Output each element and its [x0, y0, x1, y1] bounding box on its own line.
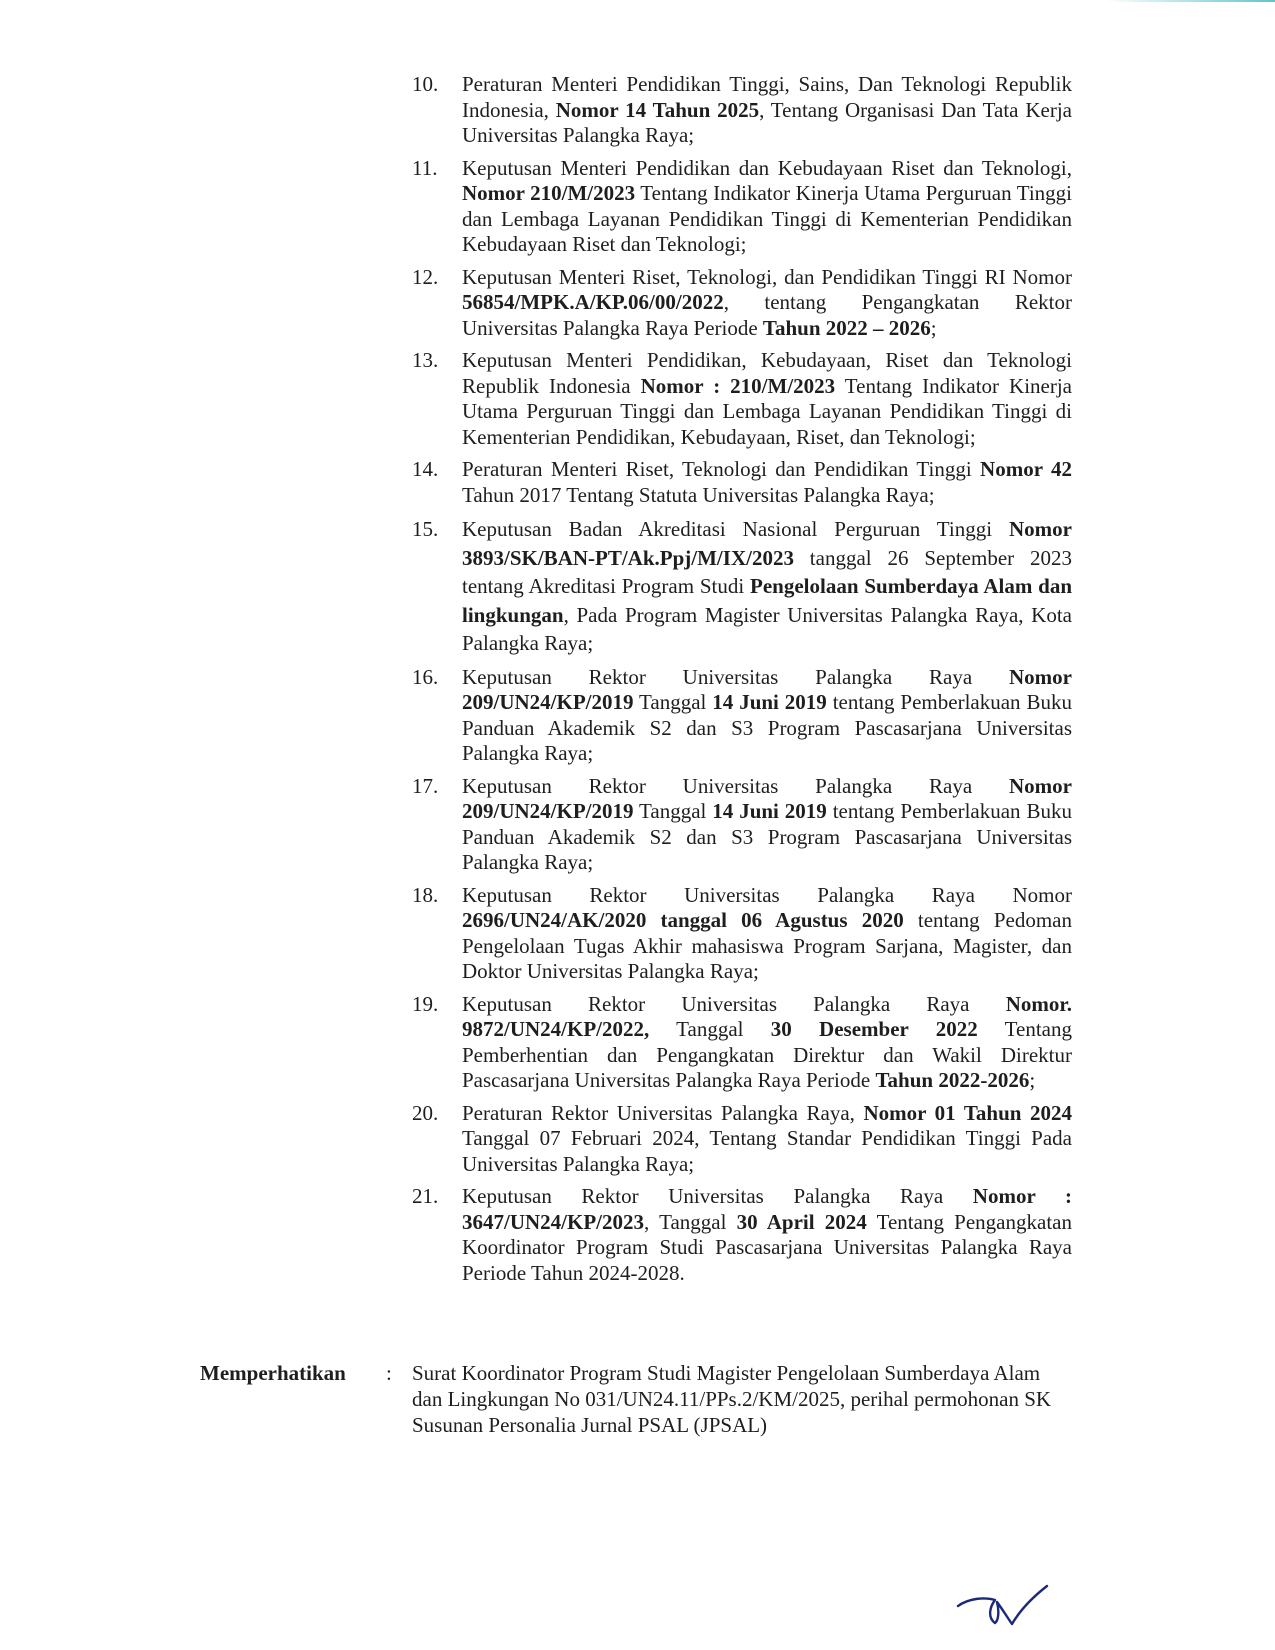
legal-basis-list — [412, 72, 1072, 1293]
item-number: 21. — [412, 1184, 439, 1208]
bold-segment: 14 Juni 2019 — [712, 690, 827, 714]
item-number: 20. — [412, 1100, 439, 1125]
text-segment: Tentang Indikator Kinerja Utama Perguruan Tinggi dan Lembaga Layanan Pendidikan Tinggi di Kementerian Pendidikan Kebudayaan Riset dan Teknologi; — [462, 181, 1072, 256]
item-text — [462, 665, 1072, 767]
text-segment: Keputusan Menteri Pendidikan, Kebudayaan, Riset dan Teknologi Republik Indonesia — [462, 348, 1072, 398]
legal-basis-item — [412, 265, 1072, 342]
legal-basis-item — [412, 883, 1072, 985]
bold-segment: 56854/MPK.A/KP.06/00/2022 — [462, 290, 724, 314]
legal-basis-item — [412, 992, 1072, 1094]
text-segment: Tentang Indikator Kinerja Utama Perguruan Tinggi dan Lembaga Layanan Pendidikan Tinggi di Kementerian Pendidikan, Kebudayaan, Riset, dan Teknologi; — [462, 373, 1072, 449]
item-text — [462, 265, 1072, 342]
item-number: 18. — [412, 882, 439, 907]
bold-segment: Nomor 01 Tahun 2024 — [863, 1100, 1072, 1125]
item-text — [462, 992, 1072, 1094]
legal-basis-item — [412, 515, 1072, 658]
legal-basis-item — [412, 348, 1072, 450]
memperhatikan-colon: : — [386, 1361, 392, 1385]
text-segment: Tahun 2017 Tentang Statuta Universitas Palangka Raya; — [462, 482, 935, 507]
text-segment: Tanggal — [633, 690, 713, 714]
legal-basis-item — [412, 156, 1072, 258]
text-segment: tentang Pemberlakuan Buku Panduan Akademik S2 dan S3 Program Pascasarjana Universitas Palangka Raya; — [462, 690, 1072, 765]
bold-segment: 30 April 2024 — [736, 1209, 867, 1234]
text-segment: tentang Pedoman Pengelolaan Tugas Akhir mahasiswa Program Sarjana, Magister, dan Doktor Universitas Palangka Raya; — [462, 908, 1072, 983]
text-segment: Keputusan Rektor Universitas Palangka Raya — [462, 1184, 973, 1208]
legal-basis-item — [412, 1101, 1072, 1178]
text-segment: Tentang Pengangkatan Koordinator Program Studi Pascasarjana Universitas Palangka Raya Periode Tahun 2024-2028. — [462, 1209, 1072, 1285]
item-number: 19. — [412, 991, 439, 1016]
item-number: 15. — [412, 517, 439, 541]
text-segment: Keputusan Rektor Universitas Palangka Raya — [462, 773, 1010, 798]
text-segment: , Tanggal — [644, 1209, 737, 1234]
item-text — [462, 883, 1072, 985]
item-number: 11. — [412, 155, 438, 180]
item-text — [462, 515, 1072, 658]
bold-segment: Nomor : 210/M/2023 — [640, 373, 836, 398]
bold-segment: Nomor 209/UN24/KP/2019 — [462, 664, 1072, 714]
text-segment: Keputusan Rektor Universitas Palangka Raya — [462, 664, 1010, 689]
text-segment: Tanggal 07 Februari 2024, Tentang Standar Pendidikan Tinggi Pada Universitas Palangka Raya; — [462, 1126, 1072, 1176]
text-segment: Tanggal — [649, 1017, 771, 1041]
item-number: 16. — [412, 664, 439, 689]
bold-segment: Nomor 209/UN24/KP/2019 — [462, 773, 1072, 823]
bold-segment: Nomor : 3647/UN24/KP/2023 — [462, 1184, 1072, 1234]
bold-segment: Nomor. 9872/UN24/KP/2022, — [462, 991, 1072, 1041]
text-segment: ; — [930, 315, 937, 340]
text-segment: ; — [1029, 1068, 1036, 1092]
bold-segment: Tahun 2022 – 2026 — [762, 315, 931, 340]
text-segment: Tentang Pemberhentian dan Pengangkatan Direktur dan Wakil Direktur Pascasarjana Universitas Palangka Raya Periode — [462, 1017, 1072, 1092]
bold-segment: Nomor 14 Tahun 2025 — [555, 97, 760, 122]
item-text — [462, 156, 1072, 258]
item-number: 13. — [412, 348, 439, 372]
text-segment: Peraturan Menteri Pendidikan Tinggi, Sains, Dan Teknologi Republik Indonesia, — [462, 72, 1072, 122]
item-text — [462, 348, 1072, 450]
legal-basis-item — [412, 72, 1072, 149]
bold-segment: Pengelolaan Sumberdaya Alam dan lingkungan — [462, 574, 1072, 627]
legal-basis-item — [412, 1184, 1072, 1286]
item-text — [462, 774, 1072, 876]
legal-basis-item — [412, 774, 1072, 876]
item-number: 14. — [412, 457, 439, 481]
text-segment: Keputusan Rektor Universitas Palangka Raya Nomor — [462, 882, 1072, 907]
item-text — [462, 1184, 1072, 1286]
text-segment: Peraturan Rektor Universitas Palangka Raya, — [462, 1100, 864, 1125]
text-segment: , Pada Program Magister Universitas Palangka Raya, Kota Palangka Raya; — [462, 602, 1072, 655]
item-number: 12. — [412, 264, 439, 289]
item-text — [462, 1101, 1072, 1178]
bold-segment: 30 Desember 2022 — [770, 1017, 978, 1041]
text-segment: tanggal 26 September 2023 tentang Akreditasi Program Studi — [462, 545, 1072, 598]
bold-segment: Nomor 210/M/2023 — [462, 181, 636, 205]
text-segment: , Tentang Organisasi Dan Tata Kerja Universitas Palangka Raya; — [462, 97, 1072, 147]
item-number: 17. — [412, 773, 439, 798]
bold-segment: Nomor 3893/SK/BAN-PT/Ak.Ppj/M/IX/2023 — [462, 517, 1072, 570]
text-segment: Peraturan Menteri Riset, Teknologi dan Pendidikan Tinggi — [462, 457, 981, 481]
text-segment: Keputusan Badan Akreditasi Nasional Perguruan Tinggi — [462, 517, 1010, 541]
bold-segment: Tahun 2022-2026 — [875, 1068, 1030, 1092]
scan-edge-line — [1105, 0, 1275, 2]
memperhatikan-text: Surat Koordinator Program Studi Magister Pengelolaan Sumberdaya Alam dan Lingkungan No 031/UN24.11/PPs.2/KM/2025, perihal permohonan SK Susunan Personalia Jurnal PSAL (JPSAL) — [412, 1361, 1052, 1437]
text-segment: Keputusan Menteri Pendidikan dan Kebudayaan Riset dan Teknologi, — [462, 155, 1072, 180]
text-segment: Keputusan Rektor Universitas Palangka Raya — [462, 991, 1006, 1016]
text-segment: Keputusan Menteri Riset, Teknologi, dan Pendidikan Tinggi RI Nomor — [462, 264, 1072, 289]
legal-basis-item — [412, 665, 1072, 767]
text-segment: , tentang Pengangkatan Rektor Universitas Palangka Raya Periode — [462, 290, 1072, 340]
bold-segment: Nomor 42 — [980, 457, 1072, 481]
legal-basis-item — [412, 457, 1072, 508]
item-number: 10. — [412, 72, 439, 96]
memperhatikan-label: Memperhatikan — [200, 1361, 346, 1385]
item-text — [462, 72, 1072, 149]
bold-segment: 14 Juni 2019 — [712, 799, 827, 823]
text-segment: tentang Pemberlakuan Buku Panduan Akademik S2 dan S3 Program Pascasarjana Universitas Palangka Raya; — [462, 799, 1072, 874]
text-segment: Tanggal — [633, 799, 713, 823]
bold-segment: 2696/UN24/AK/2020 tanggal 06 Agustus 2020 — [462, 908, 904, 932]
item-text — [462, 457, 1072, 508]
paraf-initial-mark — [955, 1582, 1055, 1632]
